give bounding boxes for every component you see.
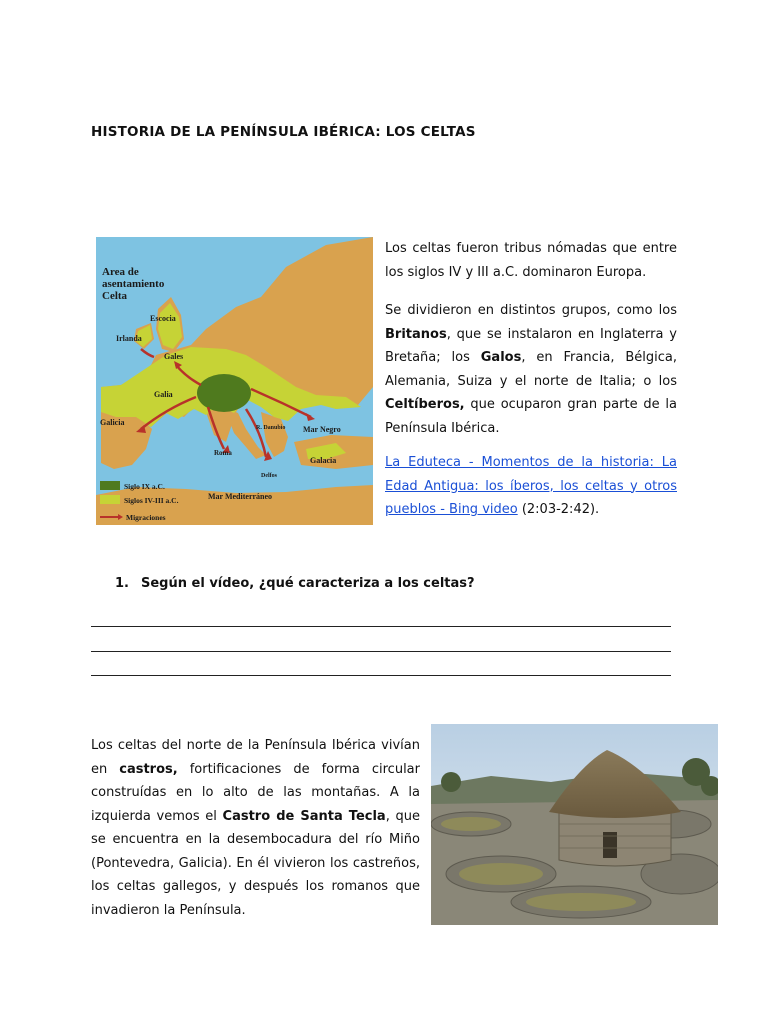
term-celtiberos: Celtíberos, [385,397,465,412]
map-label-galicia: Galicia [100,418,125,427]
map-label-galia: Galia [154,390,173,399]
video-time-range: (2:03-2:42). [517,502,600,517]
legend-swatch-siglos-iv-iii [100,495,120,504]
map-core-area [197,374,251,412]
answer-line-2[interactable] [91,651,671,652]
castros-paragraph: Los celtas del norte de la Península Ibérica vivían en castros, fortificaciones de forma circular construídas en lo alto de las montañas. A la izquierda vemos el Castro de Santa Tecla, que se encuentra en la desembocadura del río Miño (Pontevedra, Galicia). En él vivieron los castreños, los celtas gallegos, y después los romanos que invadieron la Península. [91,738,420,918]
map-label-escocia: Escocia [150,314,176,323]
question-1 [115,576,475,591]
answer-line-1[interactable] [91,626,671,627]
video-link[interactable]: La Eduteca - Momentos de la historia: La Edad Antigua: los íberos, los celtas y otros pueblos - Bing video [385,455,677,517]
castro-santa-tecla-photo [431,724,718,925]
map-title-line3: Celta [102,290,128,302]
intro-paragraph: Los celtas fueron tribus nómadas que entre los siglos IV y III a.C. dominaron Europa. [385,241,677,280]
map-label-irlanda: Irlanda [116,334,142,343]
legend-swatch-siglo-ix [100,481,120,490]
map-label-gales: Gales [164,352,184,361]
question-text: Según el vídeo, ¿qué caracteriza a los celtas? [141,576,475,591]
legend-label-migraciones: Migraciones [126,513,166,522]
video-reference [385,451,677,522]
map-label-danubio: R. Danubio [256,425,286,431]
map-label-delfos: Delfos [261,473,277,479]
term-britanos: Britanos [385,326,447,342]
celtic-settlement-map [96,237,373,525]
map-label-roma: Roma [214,449,232,457]
map-title-line2: asentamiento [102,278,165,290]
map-label-mar-negro: Mar Negro [303,425,341,434]
term-castros: castros, [119,761,178,777]
legend-label-siglo-ix: Siglo IX a.C. [124,482,165,491]
question-number: 1. [115,576,129,591]
map-title-line1: Area de [102,266,139,278]
page-title: HISTORIA DE LA PENÍNSULA IBÉRICA: LOS CELTAS [91,124,476,140]
legend-label-siglos-iv-iii: Siglos IV-III a.C. [124,496,179,505]
term-galos: Galos [480,350,522,365]
map-label-mar-mediterraneo: Mar Mediterráneo [208,492,273,501]
groups-paragraph: Se dividieron en distintos grupos, como los Britanos, que se instalaron en Inglaterra y Bretaña; los Galos, en Francia, Bélgica, Alemania, Suiza y el norte de Italia; o los Celtíberos, que ocuparon gran parte de la Península Ibérica. [385,303,677,436]
map-label-galacia: Galacia [310,456,337,465]
term-castro-santa-tecla: Castro de Santa Tecla [222,808,386,824]
answer-line-3[interactable] [91,675,671,676]
